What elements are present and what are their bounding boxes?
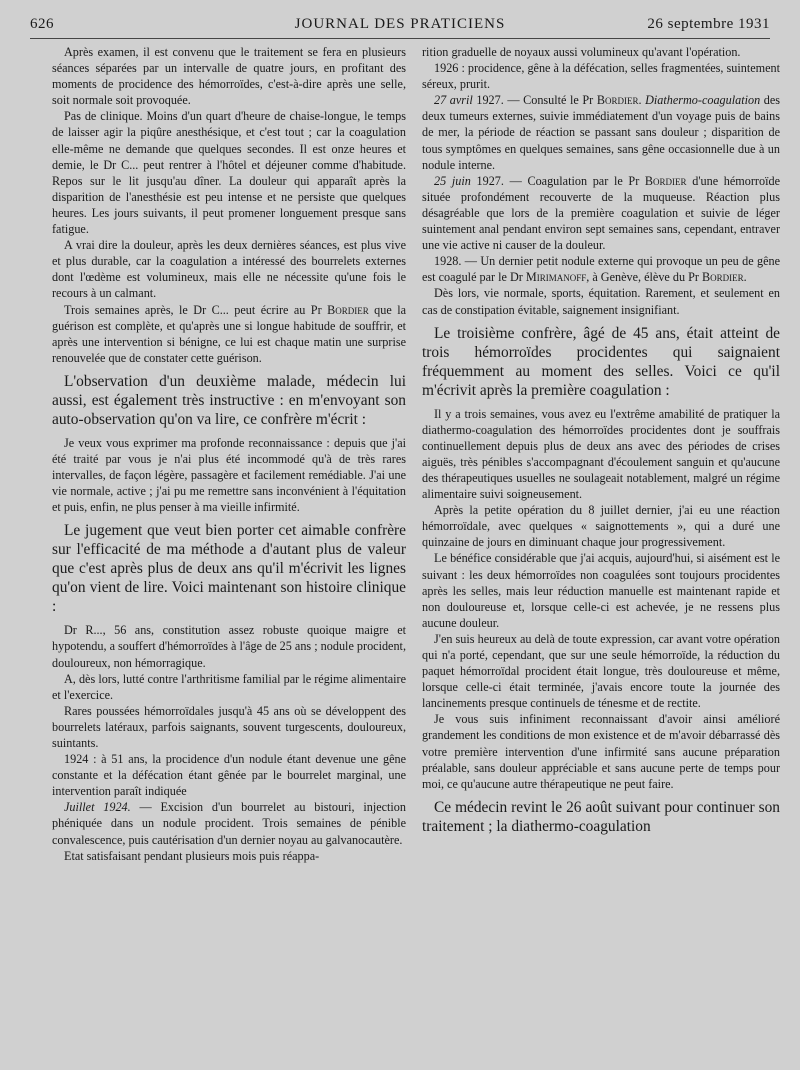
clinical-history: Etat satisfaisant pendant plusieurs mois puis réappa- bbox=[64, 848, 320, 863]
author-name: Bordier bbox=[701, 270, 744, 285]
right-column bbox=[422, 44, 780, 842]
large-paragraph: Ce médecin revint le 26 août suivant pour continuer son traitement ; la diathermo-coagulation bbox=[422, 798, 780, 835]
paragraph: rition graduelle de noyaux aussi volumineux qu'avant l'opération. bbox=[422, 45, 741, 59]
quoted-letter: Après la petite opération du 8 juillet dernier, j'ai eu une réaction hémorroïdale, avec quelques « saignottements », qui a duré une quinzaine de jours en diminuant chaque jour progressivement. bbox=[422, 503, 780, 550]
text-run: 1927. — Consulté le Pr bbox=[472, 93, 597, 108]
quoted-letter: Je vous suis infiniment reconnaissant d'avoir ainsi amélioré grandement les conditions de mon existence et de m'avoir débarrassé dès votre première intervention d'une infirmité sans aucune préparation préalable, sans douleur appréciable et sans aucune perte de temps pour moi, ce qu'aucune autre thérapeutique ne peut faire. bbox=[422, 712, 780, 791]
journal-title: JOURNAL DES PRATICIENS bbox=[294, 16, 506, 32]
text-run: que la guérison est complète, et qu'après une si longue habitude de souffrir, et après une intervention si bénigne, ce lui est chaque matin une surprise renouvelée que de constater cette guérison. bbox=[52, 302, 406, 365]
author-name: Bordier bbox=[327, 302, 369, 317]
paragraph: Dès lors, vie normale, sports, équitation. Rarement, et seulement en cas de constipation évitable, saignement insignifiant. bbox=[422, 286, 780, 317]
paragraph bbox=[422, 253, 780, 285]
paragraph bbox=[422, 173, 780, 253]
paragraph bbox=[422, 92, 780, 172]
quoted-letter: Le bénéfice considérable que j'ai acquis, aujourd'hui, si aisément est le suivant : les deux hémorroïdes non coagulées sont toujours procidentes après les selles, mais leur réduction manuelle est maintenant rapide et non douloureuse et, lorsque celle-ci est achevée, je ne ressens plus aucune douleur. bbox=[422, 551, 780, 630]
clinical-history bbox=[52, 799, 406, 847]
left-column bbox=[52, 44, 406, 864]
text-run: 1928. — Un dernier petit nodule externe qui provoque un peu de gêne est coagulé par le Dr bbox=[422, 254, 780, 285]
page-number: 626 bbox=[30, 16, 54, 32]
clinical-history: 1924 : à 51 ans, la procidence d'un nodule étant devenue une gêne constante et la défécation étant gênée par le bourrelet marginal, une intervention paraît indiquée bbox=[52, 752, 406, 799]
author-name: Bordier bbox=[596, 93, 639, 108]
clinical-history: Dr R..., 56 ans, constitution assez robuste quoique maigre et hypotendu, a souffert d'hémorroïdes à l'âge de 25 ans ; nodule procident, douloureux, non hémorragique. bbox=[52, 623, 406, 670]
clinical-history: Rares poussées hémorroïdales jusqu'à 45 ans où se développent des bourrelets latéraux, parfois saignants, souvent turgescents, douloureux, suintants. bbox=[52, 703, 406, 750]
text-run: 1927. — Coagulation par le Pr bbox=[470, 173, 645, 188]
large-paragraph: Le jugement que veut bien porter cet aimable confrère sur l'efficacité de ma méthode a d'autant plus de valeur que c'est après plus de deux ans qu'il m'écrivit les lignes qu'on vient de lire. Voici maintenant son histoire clinique : bbox=[52, 522, 406, 616]
clinical-history: A, dès lors, lutté contre l'arthritisme familial par le régime alimentaire et l'exercice. bbox=[52, 671, 406, 702]
paragraph: Pas de clinique. Moins d'un quart d'heure de chaise-longue, le temps de laisser agir la piqûre anesthésique, et c'est tout ; car la coagulation elle-même ne demande que quelques secondes. Il est onze heures et demie, le Dr C... peut rentrer à l'hôtel et déjeuner comme d'habitude. Repos sur le lit jusqu'au dîner. La douleur qui apparaît après la disparition de l'anesthésie est peu intense et ne persiste que quelques heures. Les jours suivants, il peut promener longuement presque sans fatigue. bbox=[52, 109, 406, 237]
date-italic: 25 juin bbox=[434, 173, 471, 188]
quoted-letter: Il y a trois semaines, vous avez eu l'extrême amabilité de pratiquer la diathermo-coagulation des hémorroïdes procidentes dont je souffrais continuellement depuis plus de deux ans avec des périodes de crises aiguës, très pénibles s'accompagnant d'écoulement sanguin et qu'aucune des thérapeutiques usuelles ne soulageait notablement, malgré un régime alimentaire suivi soigneusement. bbox=[422, 406, 780, 502]
paragraph: A vrai dire la douleur, après les deux dernières séances, est plus vive et plus durable, car la coagulation a intéressé des bourrelets externes dont l'œdème est volumineux, mais elle ne nécessite qu'une fois le recours à un calmant. bbox=[52, 238, 406, 301]
text-run: d'une hémorroïde située profondément recouverte de la muqueuse. Réaction plus désagréable que lors de la première coagulation et suivie de léger suintement anal pendant environ sept semaines sans, cependant, entraver une vie active ni causer de la douleur. bbox=[422, 173, 780, 253]
large-paragraph: L'observation d'un deuxième malade, médecin lui aussi, est également très instructive : en m'envoyant son auto-observation qu'on va lire, ce confrère m'écrit : bbox=[52, 372, 406, 428]
quoted-letter: Je veux vous exprimer ma profonde reconnaissance : depuis que j'ai été traité par vous je n'ai plus été incommodé qu'à de très rares intervalles, de façon légère, passagère et facilement remédiable. J'ai une vie normale, active ; j'ai pu me remettre sans inconvénient à l'équitation et puis, enfin, ne plus penser à ma vieille infirmité. bbox=[52, 435, 406, 515]
text-run: , à Genève, élève du Pr bbox=[586, 270, 702, 285]
term-italic: Diathermo-coagulation bbox=[645, 93, 761, 108]
author-name: Bordier bbox=[644, 173, 687, 188]
paragraph: 1926 : procidence, gêne à la défécation, selles fragmentées, suintement séreux, prurit. bbox=[422, 61, 780, 92]
date-italic: Juillet 1924. bbox=[64, 800, 131, 815]
text-run: . bbox=[638, 93, 646, 108]
text-run: des deux tumeurs externes, suivie immédiatement d'un voyage puis de bains de mer, la période de réaction se passant sans douleur ; disparition de tous symptômes en quelques semaines, sans gêne occasionnelle due à un nodule interne. bbox=[422, 93, 780, 172]
running-header bbox=[30, 14, 770, 39]
large-paragraph: Le troisième confrère, âgé de 45 ans, était atteint de trois hémorroïdes procidentes qui saignaient fréquemment au moment des selles. Voici ce qu'il m'écrivit après la première coagulation : bbox=[422, 324, 780, 399]
text-run: . bbox=[743, 270, 747, 285]
text-run: — Excision d'un bourrelet au bistouri, injection phéniquée dans un nodule procident. Trois semaines de pénible convalescence, puis cautérisation d'un dernier noyau au galvanocautère. bbox=[52, 800, 406, 847]
date-italic: 27 avril bbox=[434, 93, 473, 108]
quoted-letter: J'en suis heureux au delà de toute expression, car avant votre opération qui n'a porté, cependant, que sur une seule hémorroïde, la réduction du paquet hémorroïdal procident était longue, très douloureuse et même, lorsque celle-ci était terminée, j'avais encore toute la journée des lancinements presque continuels de ténesme et de rectite. bbox=[422, 631, 780, 711]
author-name: Mirimanoff bbox=[525, 270, 587, 285]
paragraph: Après examen, il est convenu que le traitement se fera en plusieurs séances séparées par un intervalle de quatre jours, en profitant des moments de procidence des hémorroïdes, c'est-à-dire après une selle, soit normale soit provoquée. bbox=[52, 45, 406, 108]
text-run: Trois semaines après, le Dr C... peut écrire au Pr bbox=[64, 302, 328, 317]
paragraph bbox=[52, 302, 406, 366]
issue-date: 26 septembre 1931 bbox=[647, 16, 770, 32]
